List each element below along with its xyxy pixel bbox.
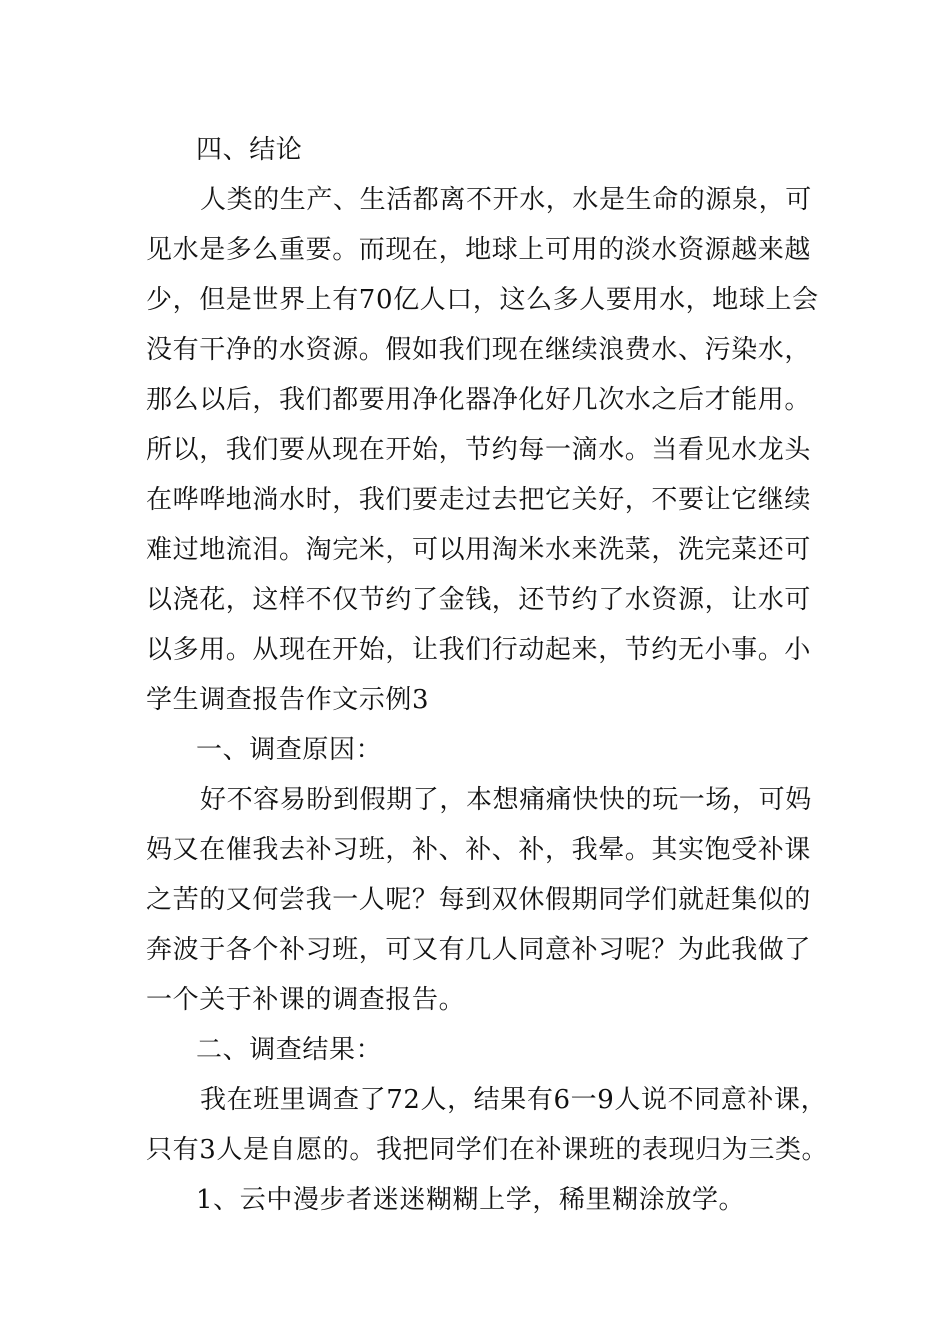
paragraph-line: 我在班里调查了72人，结果有6一9人说不同意补课， (200, 1085, 828, 1115)
paragraph-line: 在哗哗地淌水时，我们要走过去把它关好，不要让它继续 (146, 485, 812, 515)
paragraph-line: 只有3人是自愿的。我把同学们在补课班的表现归为三类。 (146, 1135, 829, 1165)
paragraph-line: 之苦的又何尝我一人呢？每到双休假期同学们就赶集似的 (146, 885, 812, 915)
paragraph-line: 没有干净的水资源。假如我们现在继续浪费水、污染水， (146, 335, 812, 365)
section-heading-conclusion: 四、结论 (196, 135, 303, 165)
paragraph-line: 奔波于各个补习班，可又有几人同意补习呢？为此我做了 (146, 935, 812, 965)
paragraph-line: 好不容易盼到假期了，本想痛痛快快的玩一场，可妈 (200, 785, 812, 815)
paragraph-line: 妈又在催我去补习班，补、补、补，我晕。其实饱受补课 (146, 835, 812, 865)
paragraph-line: 少，但是世界上有70亿人口，这么多人要用水，地球上会 (146, 285, 819, 315)
paragraph-line: 见水是多么重要。而现在，地球上可用的淡水资源越来越 (146, 235, 812, 265)
paragraph-line: 一个关于补课的调查报告。 (146, 985, 466, 1015)
section-heading-survey-result: 二、调查结果： (196, 1035, 383, 1065)
paragraph-line: 那么以后，我们都要用净化器净化好几次水之后才能用。 (146, 385, 812, 415)
paragraph-line: 人类的生产、生活都离不开水，水是生命的源泉，可 (200, 185, 812, 215)
paragraph-line: 学生调查报告作文示例3 (146, 685, 430, 715)
paragraph-line: 以浇花，这样不仅节约了金钱，还节约了水资源，让水可 (146, 585, 812, 615)
list-item: 1、云中漫步者迷迷糊糊上学，稀里糊涂放学。 (196, 1185, 746, 1215)
section-heading-survey-reason: 一、调查原因： (196, 735, 383, 765)
paragraph-line: 以多用。从现在开始，让我们行动起来，节约无小事。小 (146, 635, 812, 665)
paragraph-line: 难过地流泪。淘完米，可以用淘米水来洗菜，洗完菜还可 (146, 535, 812, 565)
paragraph-line: 所以，我们要从现在开始，节约每一滴水。当看见水龙头 (146, 435, 812, 465)
